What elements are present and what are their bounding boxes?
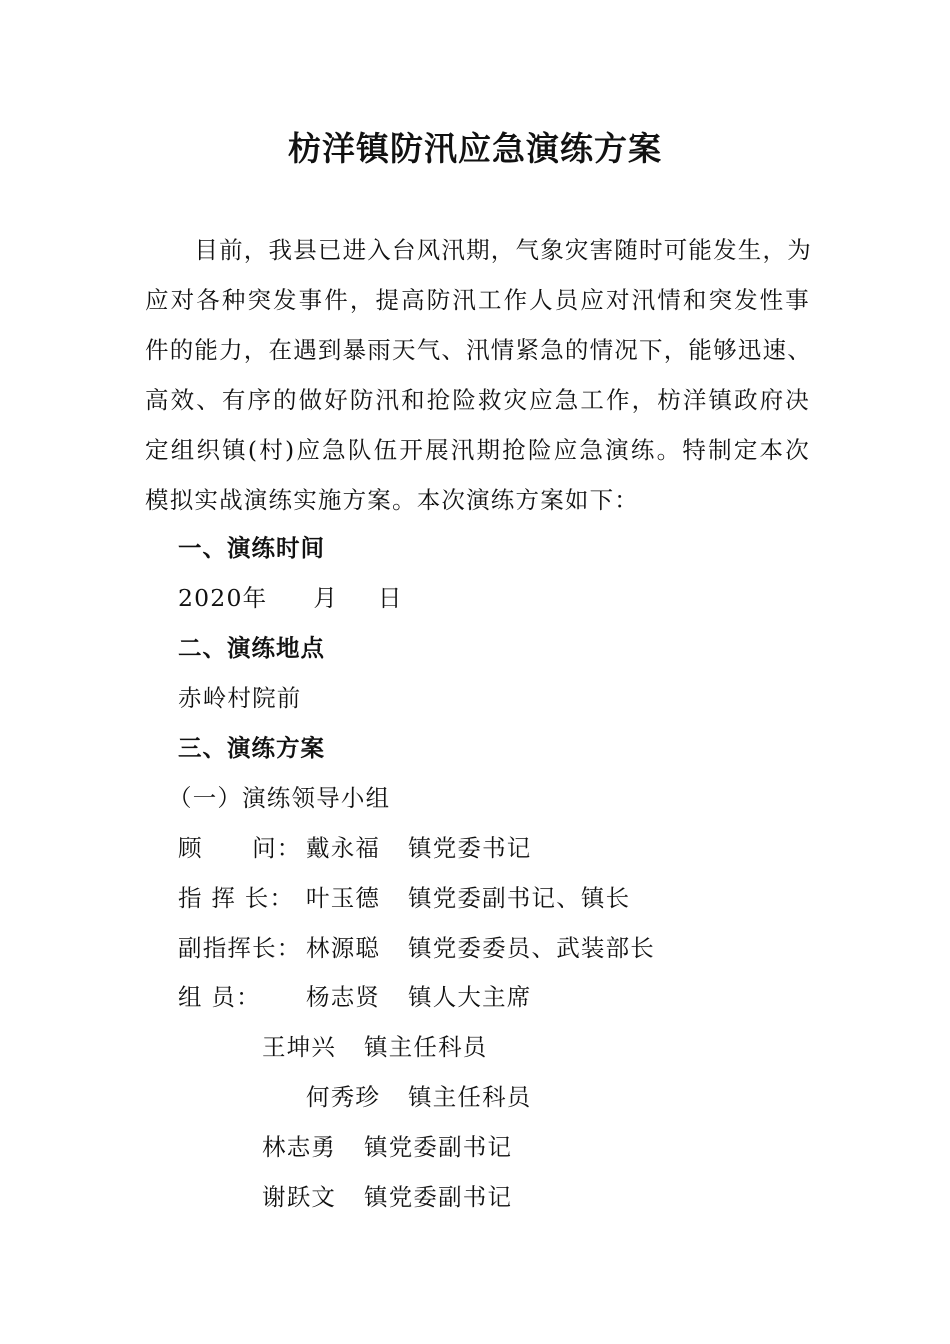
intro-line: 定组织镇(村)应急队伍开展汛期抢险应急演练。特制定本次 (145, 436, 810, 464)
member-name: 林源聪 (306, 934, 381, 962)
member-title: 镇党委委员、武装部长 (408, 934, 655, 962)
section-heading-location: 二、演练地点 (178, 634, 325, 662)
date-month: 月 (313, 584, 339, 612)
member-title: 镇党委副书记、镇长 (408, 884, 631, 912)
member-name: 林志勇 (262, 1133, 337, 1161)
subsection-heading-leadership: （一）演练领导小组 (168, 784, 391, 812)
member-row (178, 823, 532, 873)
intro-line: 高效、有序的做好防汛和抢险救灾应急工作，枋洋镇政府决 (145, 386, 810, 414)
member-name: 戴永福 (306, 834, 381, 862)
member-role: 组 员： (178, 983, 261, 1011)
section-heading-plan: 三、演练方案 (178, 734, 325, 762)
member-title: 镇党委副书记 (364, 1133, 513, 1161)
document-title: 枋洋镇防汛应急演练方案 (288, 129, 662, 168)
member-row (306, 1072, 532, 1122)
member-role: 副指挥长： (178, 934, 302, 962)
member-row (262, 1122, 512, 1172)
member-role: 顾 问： (178, 834, 302, 862)
intro-line: 目前，我县已进入台风汛期，气象灾害随时可能发生，为 (145, 236, 812, 264)
intro-line: 模拟实战演练实施方案。本次演练方案如下： (145, 486, 639, 514)
member-title: 镇党委书记 (408, 834, 532, 862)
member-row (178, 923, 655, 973)
member-row (178, 972, 532, 1022)
intro-line: 应对各种突发事件，提高防汛工作人员应对汛情和突发性事 (145, 286, 810, 314)
member-name: 杨志贤 (306, 983, 381, 1011)
member-name: 叶玉德 (306, 884, 381, 912)
date-year: 2020年 (178, 584, 268, 612)
member-row (262, 1172, 512, 1222)
section-heading-time: 一、演练时间 (178, 534, 325, 562)
intro-paragraph (145, 225, 810, 525)
member-title: 镇人大主席 (408, 983, 532, 1011)
date-day: 日 (378, 584, 403, 612)
member-role: 指 挥 长： (178, 884, 295, 912)
member-name: 何秀珍 (306, 1083, 381, 1111)
member-title: 镇主任科员 (408, 1083, 532, 1111)
member-name: 谢跃文 (262, 1183, 337, 1211)
member-title: 镇主任科员 (364, 1033, 488, 1061)
intro-line: 件的能力，在遇到暴雨天气、汛情紧急的情况下，能够迅速、 (145, 336, 812, 364)
drill-location: 赤岭村院前 (178, 684, 302, 712)
member-name: 王坤兴 (262, 1033, 337, 1061)
member-row (262, 1022, 488, 1072)
drill-date (178, 573, 403, 623)
member-title: 镇党委副书记 (364, 1183, 513, 1211)
member-row (178, 873, 630, 923)
